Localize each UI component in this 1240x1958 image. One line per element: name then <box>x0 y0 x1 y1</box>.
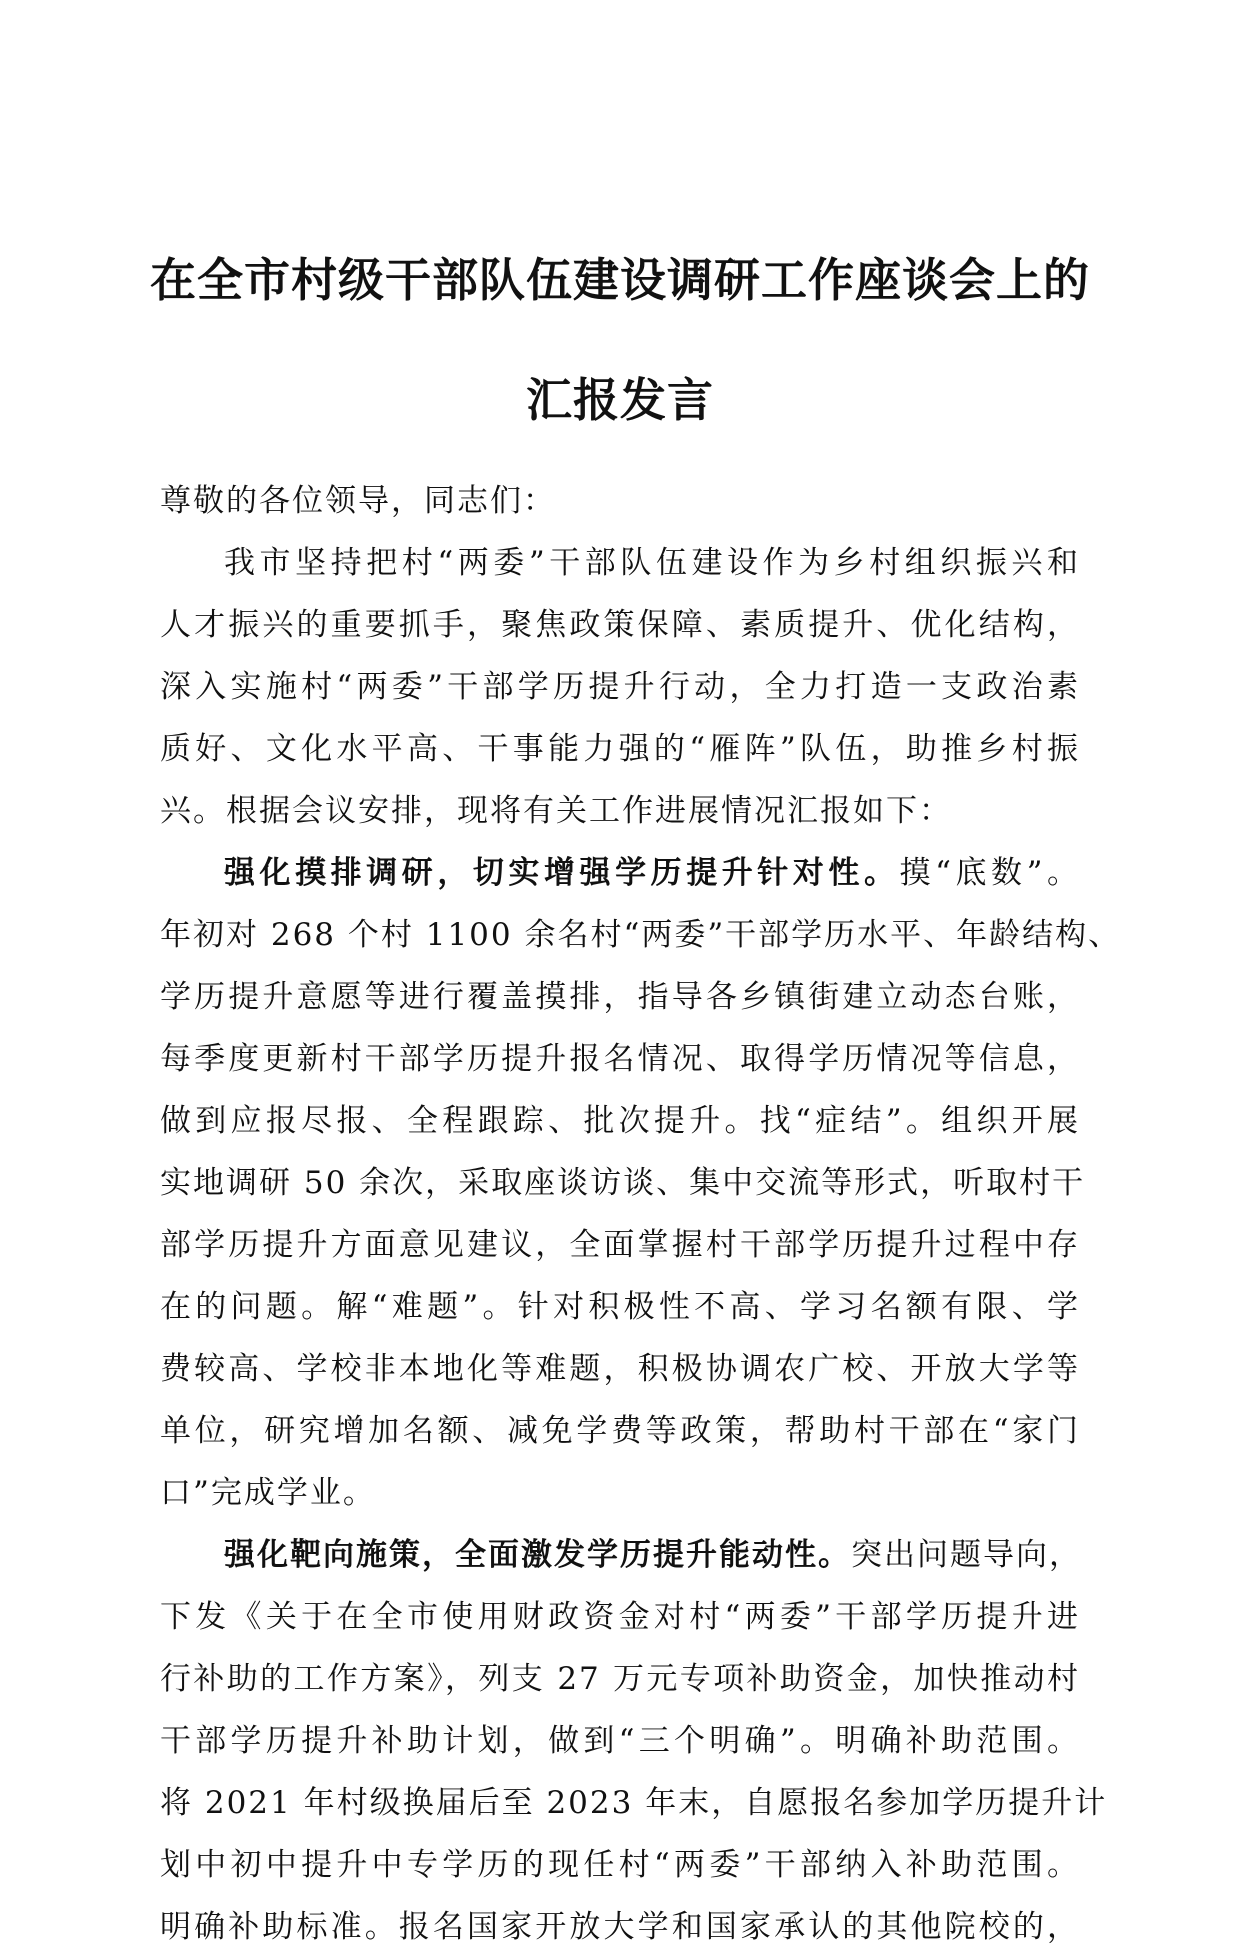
body-line: 在的问题。解“难题”。针对积极性不高、学习名额有限、学 <box>160 1289 1080 1325</box>
section-heading-rest: 摸“底数”。 <box>899 855 1080 891</box>
body-line: 我市坚持把村“两委”干部队伍建设作为乡村组织振兴和 <box>224 545 1080 581</box>
title-line-1: 在全市村级干部队伍建设调研工作座谈会上的 <box>150 253 1090 307</box>
body-line: 人才振兴的重要抓手，聚焦政策保障、素质提升、优化结构， <box>160 607 1080 643</box>
body-line: 质好、文化水平高、干事能力强的“雁阵”队伍，助推乡村振 <box>160 731 1080 767</box>
salutation: 尊敬的各位领导，同志们： <box>160 483 556 519</box>
section-heading-rest: 突出问题导向， <box>851 1537 1082 1573</box>
body-line: 部学历提升方面意见建议，全面掌握村干部学历提升过程中存 <box>160 1227 1080 1263</box>
body-line: 学历提升意愿等进行覆盖摸排，指导各乡镇街建立动态台账， <box>160 979 1080 1015</box>
body-line: 年初对 268 个村 1100 余名村“两委”干部学历水平、年龄结构、 <box>160 917 1122 953</box>
body-line: 兴。根据会议安排，现将有关工作进展情况汇报如下： <box>160 793 952 829</box>
section-heading-bold: 强化靶向施策，全面激发学历提升能动性。 <box>224 1537 851 1573</box>
body-line: 行补助的工作方案》，列支 27 万元专项补助资金，加快推动村 <box>160 1661 1080 1697</box>
title-line-2: 汇报发言 <box>526 373 714 427</box>
section-heading-line <box>160 1524 1080 1586</box>
body-line: 划中初中提升中专学历的现任村“两委”干部纳入补助范围。 <box>160 1847 1080 1883</box>
body-line: 口”完成学业。 <box>160 1475 376 1511</box>
body-line: 单位，研究增加名额、减免学费等政策，帮助村干部在“家门 <box>160 1413 1080 1449</box>
body-line: 费较高、学校非本地化等难题，积极协调农广校、开放大学等 <box>160 1351 1080 1387</box>
body-line: 实地调研 50 余次，采取座谈访谈、集中交流等形式，听取村干 <box>160 1165 1086 1201</box>
body-line: 将 2021 年村级换届后至 2023 年末，自愿报名参加学历提升计 <box>160 1785 1108 1821</box>
section-heading-line <box>160 842 1080 904</box>
body-line: 做到应报尽报、全程跟踪、批次提升。找“症结”。组织开展 <box>160 1103 1080 1139</box>
document-body <box>160 470 1122 1958</box>
body-line: 明确补助标准。报名国家开放大学和国家承认的其他院校的， <box>160 1909 1080 1945</box>
body-line: 深入实施村“两委”干部学历提升行动，全力打造一支政治素 <box>160 669 1080 705</box>
section-heading-bold: 强化摸排调研，切实增强学历提升针对性。 <box>224 855 900 891</box>
body-line: 干部学历提升补助计划，做到“三个明确”。明确补助范围。 <box>160 1723 1080 1759</box>
body-line: 下发《关于在全市使用财政资金对村“两委”干部学历提升进 <box>160 1599 1080 1635</box>
body-line: 每季度更新村干部学历提升报名情况、取得学历情况等信息， <box>160 1041 1080 1077</box>
document-title <box>120 220 1120 460</box>
